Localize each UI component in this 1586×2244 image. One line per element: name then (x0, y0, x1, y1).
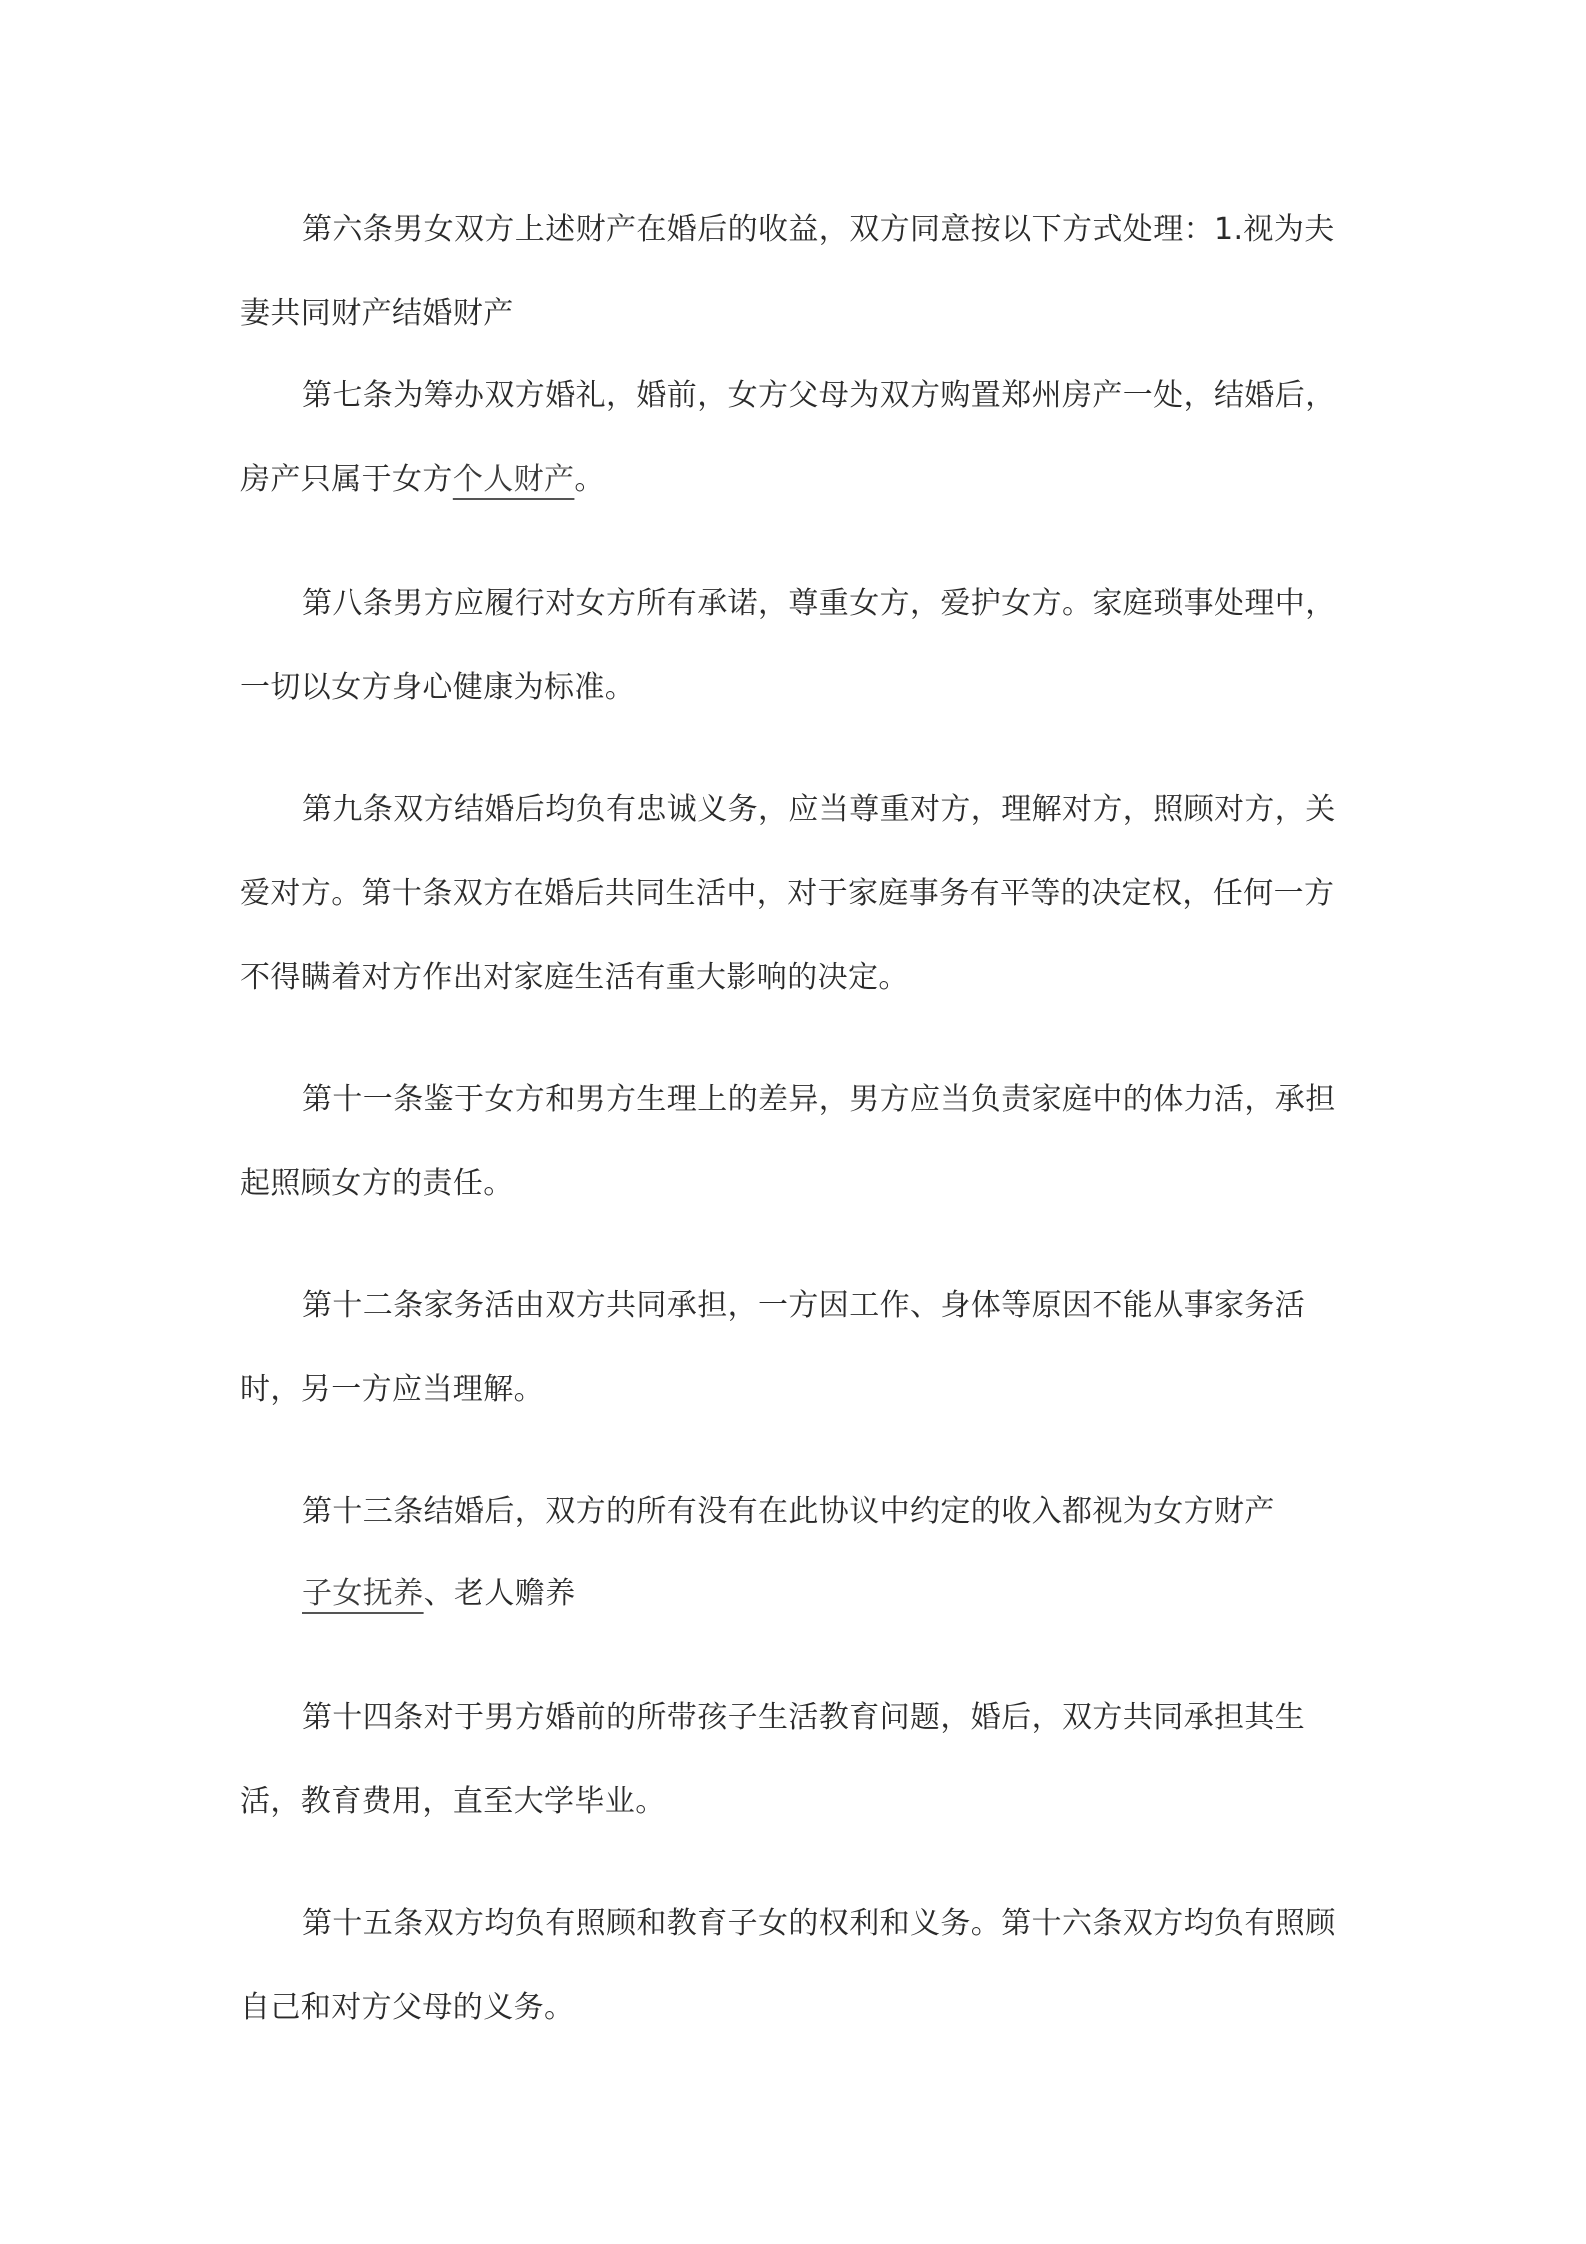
article-15-16: 第十五条双方均负有照顾和教育子女的权利和义务。第十六条双方均负有照顾自己和对方父母的义务。 (240, 1906, 1336, 2025)
article-7-end: 。 (574, 462, 605, 497)
personal-property-link[interactable]: 个人财产 (452, 462, 575, 497)
section-heading (302, 1552, 576, 1636)
child-rearing-link[interactable]: 子女抚养 (302, 1576, 424, 1611)
article-6: 第六条男女双方上述财产在婚后的收益，双方同意按以下方式处理：1.视为夫妻共同财产结婚财产 (240, 212, 1335, 331)
article-14: 第十四条对于男方婚前的所带孩子生活教育问题，婚后，双方共同承担其生活，教育费用，直至大学毕业。 (240, 1700, 1306, 1819)
article-11: 第十一条鉴于女方和男方生理上的差异，男方应当负责家庭中的体力活，承担起照顾女方的责任。 (240, 1082, 1336, 1201)
article-7 (240, 354, 1348, 522)
article-7-text: 第七条为筹办双方婚礼，婚前，女方父母为双方购置郑州房产一处，结婚后，房产只属于女方 (240, 378, 1336, 497)
section-heading-rest: 、老人赡养 (423, 1576, 576, 1611)
article-12: 第十二条家务活由双方共同承担，一方因工作、身体等原因不能从事家务活时，另一方应当理解。 (240, 1288, 1306, 1407)
article-13: 第十三条结婚后，双方的所有没有在此协议中约定的收入都视为女方财产 (302, 1494, 1275, 1529)
article-9-10: 第九条双方结婚后均负有忠诚义务，应当尊重对方，理解对方，照顾对方，关爱对方。第十条双方在婚后共同生活中，对于家庭事务有平等的决定权，任何一方不得瞒着对方作出对家庭生活有重大影响的决定。 (240, 792, 1336, 995)
article-8: 第八条男方应履行对女方所有承诺，尊重女方，爱护女方。家庭琐事处理中，一切以女方身心健康为标准。 (240, 586, 1336, 705)
